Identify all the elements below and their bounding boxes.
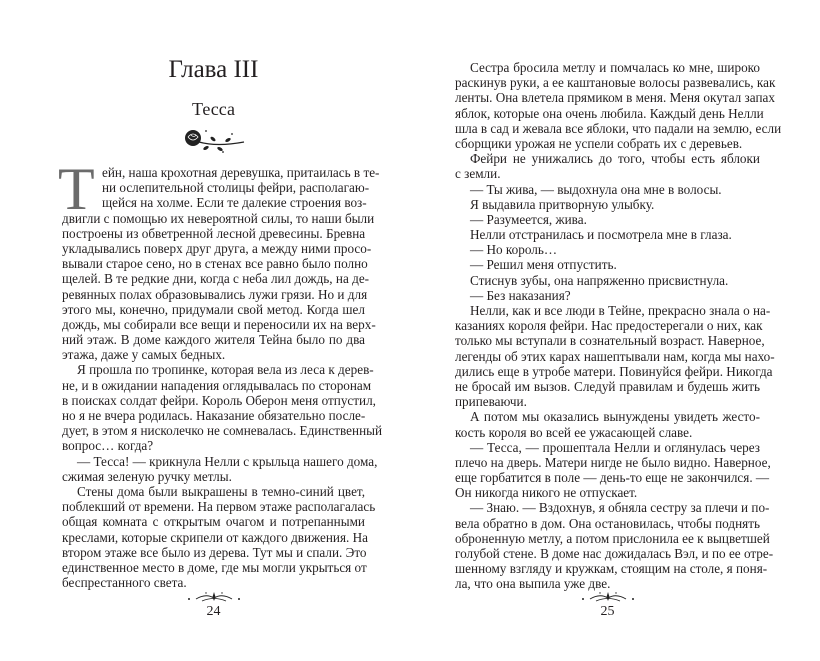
text-line: Стиснув зубы, она напряженно присвистнула. <box>470 272 729 288</box>
text-line: ний этаж. В доме каждого жителя Тейна было по два <box>62 332 365 348</box>
text-line: дились еще в утробе матери. Повинуйся фейри. Никогда <box>455 363 773 379</box>
paragraph <box>455 242 760 257</box>
text-line: только мы вступали в сознательный возраст. Наверное, <box>455 333 765 349</box>
left-page <box>58 0 383 661</box>
text-line: — Знаю. — Вздохнув, я обняла сестру за плечи и по- <box>470 500 770 516</box>
drop-cap: Т <box>58 156 95 222</box>
chapter-title: Глава III <box>168 56 259 83</box>
page-number: 25 <box>600 604 615 619</box>
text-line: плечо на дверь. Матери нигде не было видно. Наверное, <box>455 454 771 470</box>
text-line: укладывались поверх друг друга, а между ними просо- <box>62 240 372 256</box>
text-line: ленты. Она влетела прямиком в меня. Меня окутал запах <box>455 90 775 106</box>
text-line: не бросай им вызов. Следуй правилам и будешь жить <box>455 378 760 394</box>
paragraph <box>455 182 760 197</box>
text-line: — Без наказания? <box>470 287 571 303</box>
text-line: Он никогда никого не отпускает. <box>455 485 638 501</box>
text-line: — Разумеется, жива. <box>470 211 587 227</box>
text-line: сжимая зеленую ручку метлы. <box>62 468 232 484</box>
text-line: поблекший от времени. На первом этаже располагалась <box>62 499 376 515</box>
text-line: раскинув руки, а ее каштановые волосы развевались, как <box>455 75 776 91</box>
page-body-text <box>455 60 782 592</box>
text-line: — Тесса, — прошептала Нелли и оглянулась через <box>470 439 760 455</box>
text-line: построены из обветренной лесной древесины. Бревна <box>62 225 366 241</box>
text-line: Нелли отстранилась и посмотрела мне в глаза. <box>470 227 732 243</box>
text-line: этажа, даже у самых бедных. <box>62 347 226 363</box>
text-line: казаниях короля фейри. Нас предостерегали о них, как <box>455 318 763 334</box>
text-line: втором этаже все было из дерева. Тут мы и спали. Это <box>62 544 367 560</box>
text-line: ейн, наша крохотная деревушка, притаилась в те- <box>102 165 380 180</box>
text-line: не, и в ожидании нападения оглядывалась по сторонам <box>62 377 372 393</box>
paragraph <box>455 60 782 151</box>
paragraph <box>62 483 376 591</box>
text-line: шла в сад и жевала все яблоки, что падали на землю, если <box>455 120 782 136</box>
page-body-text <box>58 156 383 591</box>
text-line: вопрос… когда? <box>62 438 154 454</box>
text-line: шенному взгляду и кружкам, стоящим на столе, я поня- <box>455 561 768 577</box>
paragraph <box>455 303 775 410</box>
text-line: с земли. <box>455 166 501 182</box>
page-number: 24 <box>206 604 221 619</box>
chapter-subtitle: Тесса <box>192 99 235 119</box>
paragraph <box>455 500 774 592</box>
text-line: Я выдавила притворную улыбку. <box>470 196 655 212</box>
paragraph <box>455 197 760 212</box>
text-line: припеваючи. <box>455 394 527 410</box>
text-line: щелей. В те редкие дни, когда с неба лил дождь, на де- <box>62 271 370 287</box>
text-line: яблок, которые она очень любила. Каждый день Нелли <box>455 105 764 121</box>
text-line: в поисках солдат фейри. Король Оберон меня отпустил, <box>62 392 376 408</box>
text-line: Фейри не унижались до того, чтобы есть яблоки <box>470 151 760 167</box>
text-line: — Решил меня отпустить. <box>470 257 617 273</box>
text-line: — Но король… <box>470 242 558 258</box>
paragraph <box>455 288 760 303</box>
text-line: щейся на холме. Если те далекие строения воз- <box>102 195 367 211</box>
text-line: кость короля во всей ее ужасающей славе. <box>455 424 693 440</box>
text-line: креслами, которые скрипели от каждого движения. На <box>62 529 369 545</box>
paragraph <box>62 362 383 454</box>
text-line: беспрестанного света. <box>62 575 187 591</box>
text-line: общая комната с открытым очагом и потрепанными <box>62 514 365 530</box>
text-line: А потом мы оказались вынуждены увидеть жесто- <box>470 409 760 425</box>
paragraph <box>455 273 760 288</box>
paragraph <box>62 453 378 484</box>
rose-ornament-icon <box>182 125 246 155</box>
text-line: Сестра бросила метлу и помчалась ко мне, широко <box>470 60 760 75</box>
text-line: — Тесса! — крикнула Нелли с крыльца нашего дома, <box>77 453 378 469</box>
text-line: ла, что она выпила уже две. <box>455 576 611 592</box>
text-line: легенды об этих карах нашептывали нам, когда мы нахо- <box>455 348 775 364</box>
text-line: этого мы, конечно, придумали свой метод. Когда шел <box>62 301 365 317</box>
text-line: двигли с помощью их невероятной силы, то наши были <box>62 210 375 226</box>
paragraph <box>455 151 760 181</box>
text-line: — Ты жива, — выдохнула она мне в волосы. <box>470 181 722 197</box>
text-line: но я не вчера родилась. Наказание обязательно после- <box>62 408 366 423</box>
paragraph <box>62 165 380 363</box>
text-line: Стены дома были выкрашены в темно-синий цвет, <box>77 483 365 499</box>
paragraph <box>455 212 760 227</box>
text-line: еще горбатится в поле — день-то еще не закончился. — <box>455 470 770 486</box>
text-line: вывали старое сено, но в стенах все равно было полно <box>62 256 368 272</box>
text-line: дует, в этом я нисколечко не сомневалась. Единственный <box>62 423 383 439</box>
text-line: ревянных полах образовывались лужи грязи. Но и для <box>62 286 368 302</box>
paragraph <box>455 439 771 501</box>
paragraph <box>455 257 760 272</box>
text-line: Нелли, как и все люди в Тейне, прекрасно знала о на- <box>470 303 771 318</box>
text-line: дождь, мы собирали все вещи и переносили их на верх- <box>62 316 376 332</box>
text-line: голубой стене. В доме нас дожидалась Вэл, и по ее отре- <box>455 546 774 561</box>
text-line: сборщики урожая не успели собрать их с деревьев. <box>455 135 743 151</box>
paragraph <box>455 227 760 242</box>
paragraph <box>455 409 760 439</box>
text-line: оброненную метлу, а потом прислонила ее к выцветшей <box>455 530 770 546</box>
text-line: ни ослепительной столицы фейри, располагаю- <box>102 180 370 196</box>
text-line: вела обратно в дом. Она остановилась, чтобы поднять <box>455 515 760 531</box>
right-page <box>455 0 782 661</box>
text-line: единственное место в доме, где мы могли укрыться от <box>62 559 367 575</box>
text-line: Я прошла по тропинке, которая вела из леса к дерев- <box>77 362 374 378</box>
